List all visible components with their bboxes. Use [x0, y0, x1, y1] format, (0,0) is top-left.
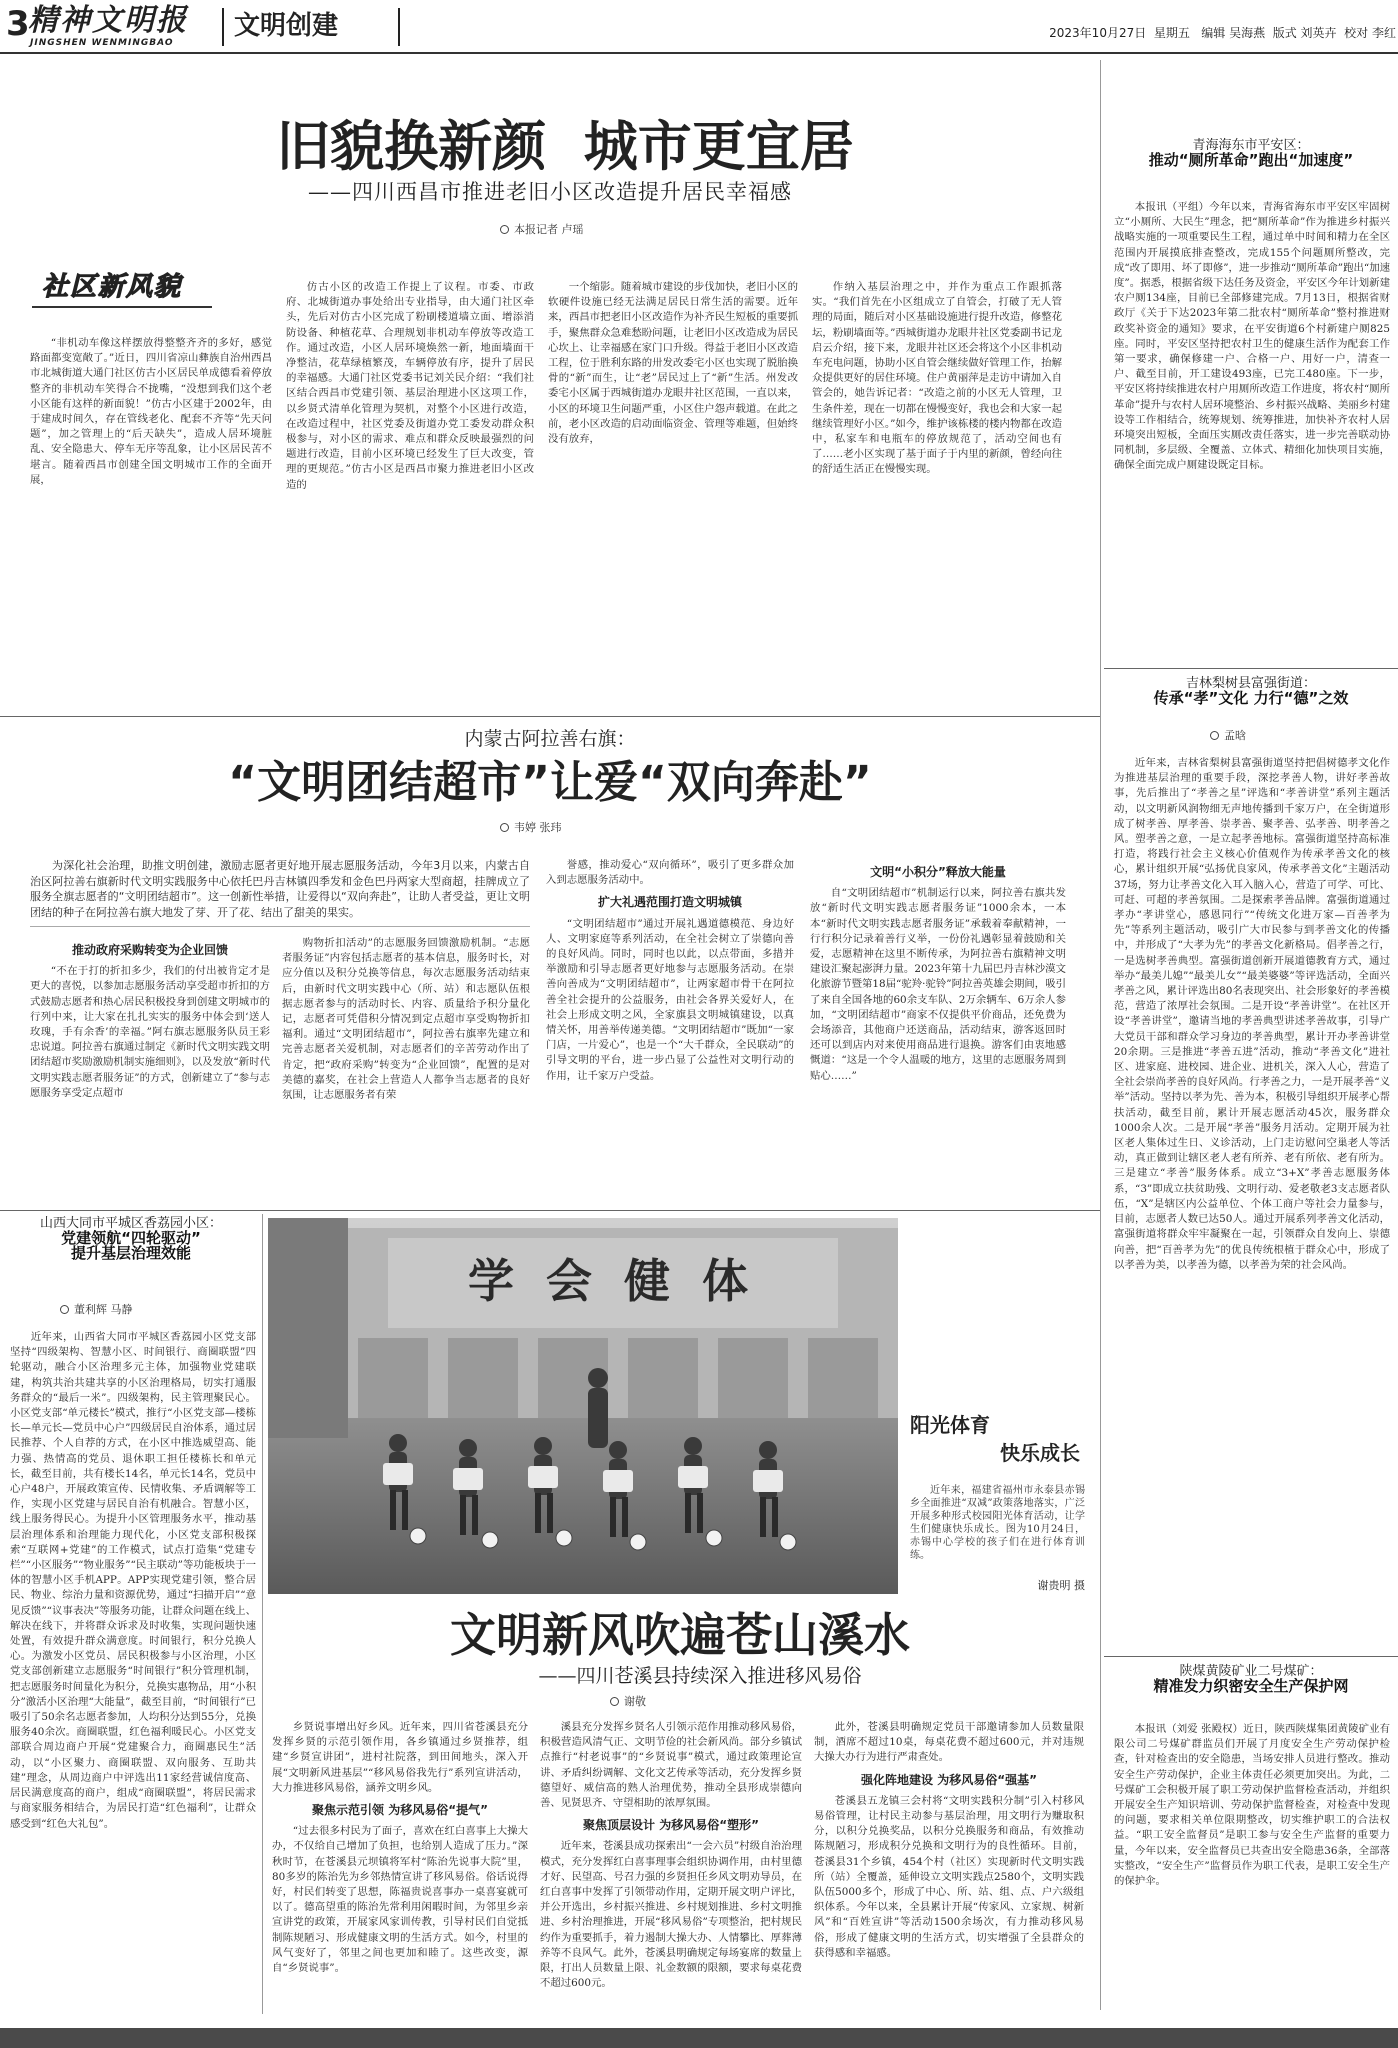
article3-para3: 此外，苍溪县明确规定党员干部邀请参加人员数量限制，酒席不超过10桌，每桌花费不超过600元，并对违规大操大办行为进行严肃查处。 [814, 1721, 1084, 1764]
article2-para4: 自“文明团结超市”机制运行以来，阿拉善右旗共发放“新时代文明实践志愿者服务证”1000余本，一本本“新时代文明实践志愿者服务证”承载着奉献精神，一行行积分记录着善行义举，一份份礼遇彰显着鼓励和关爱，志愿精神在这里不断传承，为阿拉善右旗精神文明建设汇聚起澎湃力量。2023年第十九届巴丹吉林沙漠文化旅游节暨第18届“驼羚·驼铃”阿拉善英雄会期间，吸引了来自全国各地的60余支车队、2万余辆车、6万余人参加，“文明团结超市”商家不仅提供平价商品，还免费为会场添音，其他商户还送商品，活动结束，游客返回时还可以到店内对来使用商品进行退换。游客们由衷地感慨道：“这是一个令人温暖的地方，这里的志愿服务周到贴心……” [810, 887, 1066, 1082]
article1-col2 [286, 280, 534, 708]
article2-subhead1: 推动政府采购转变为企业回馈 [71, 943, 228, 957]
article1-col4 [812, 280, 1062, 708]
masthead-logo: 精神文明报 [28, 3, 188, 38]
article3-title: 文明新风吹遍苍山溪水 [450, 1608, 910, 1662]
article3-subtitle: ——四川苍溪县持续深入推进移风易俗 [538, 1665, 862, 1687]
article2-bottom-rule [0, 1210, 1100, 1211]
side1-title: 推动“厕所革命”跑出“加速度” [1148, 151, 1354, 169]
column-tag [32, 268, 212, 308]
article3-col1 [272, 1720, 528, 2016]
article2-lead [30, 858, 530, 920]
article2-col3 [546, 858, 794, 1204]
side2-top-rule [1104, 668, 1398, 669]
article2-para1: “不在于打的折扣多少，我们的付出被肯定才是更大的喜悦，以参加志愿服务活动享受超市折扣的方式鼓励志愿者和热心居民积极投身到创建文明城市的行列中来，让大家在扎扎实实的服务中体会到‘送人玫瑰，手有余香’的幸福。”阿右旗志愿服务队员王彩忠说道。阿拉善右旗通过制定《新时代文明实践文明团结超市奖励激励机制实施细则》，以及发放“新时代文明实践志愿者服务证”的方式，创新建立了“参与志愿服务享受定点超市 [30, 965, 270, 1099]
article1-para3: 一个缩影。随着城市建设的步伐加快，老旧小区的软硬件设施已经无法满足居民日常生活的需要。近年来，西昌市把老旧小区改造作为补齐民生短板的重要抓手，聚焦群众急难愁盼问题，让老旧小区改造成为居民心坎上、让幸福感在家门口升级。得益于老旧小区改造工程，位于胜利东路的卅发改委宅小区也实现了脱胎换骨的“新”而生，让“老”居民过上了“新”生活。州发改委宅小区属于西城街道办龙眼井社区范围，一直以来，小区的环境卫生问题严重，小区住户怨声载道。在此之前，老小区改造的启动面临资金、管理等难题，但始终没有放弃， [548, 281, 798, 446]
article1-col3 [548, 280, 798, 708]
byline-text: 本报记者 卢瑶 [514, 223, 584, 236]
photo-banner-text: 学 会 健 体 [467, 1254, 749, 1308]
side3-title2: 提升基层治理效能 [70, 1244, 191, 1262]
side3-byline [60, 1302, 220, 1320]
side2-para: 近年来，吉林省梨树县富强街道坚持把倡树德孝文化作为推进基层治理的重要手段，深挖孝善人物，讲好孝善故事，先后推出了“孝善之星”评选和“孝善讲堂”系列主题活动，以文明新风润物细无声地传播到千家万户，在全街道形成了树孝善、厚孝善、崇孝善、聚孝善、弘孝善、明孝善之风。塑孝善之意，一是立起孝善地标。富强街道坚持高标准打造，将践行社会主义核心价值观作为传承孝善文化的核心，累计组织开展“弘扬优良家风，传承孝善文化”主题活动37场，努力让孝善文化入耳入脑入心，营造了可学、可比、可赶、可超的孝善氛围。二是探索孝善品牌。富强街道通过孝办“孝讲堂心，感恩同行”“传统文化进万家—百善孝为先”等系列主题活动，吸引广大市民参与到孝善文化的传播中，并形成了“大孝为先”的孝善文化新格局。倡孝善之行，一是选树孝善典型。富强街道创新开展道德教育方式，通过举办“最美儿媳”“最美儿女”“最美婆婆”等评选活动，全面兴孝善之风，累计评选出80名表现突出、社会形象好的孝善模范，营造了浓厚社会氛围。二是开设“孝善讲堂”。在社区开设“孝善讲堂”，邀请当地的孝善典型讲述孝善故事，引导广大党员干部和群众学习身边的孝善典型，累计开办孝善讲堂20余期。三是推进“孝善五进”活动，推动“孝善文化”进社区、进家庭、进校园、进企业、进机关，深入人心，营造了全社会崇尚孝善的良好风尚。行孝善之力，一是开展孝善“义举”活动。坚持以孝为先、善为本，积极引导组织开展孝心帮扶活动，截至目前，累计开展志愿活动45次，服务群众1000余人次。二是开展“孝善”服务月活动。定期开展为社区老人集体过生日、义诊活动，上门走访慰问空巢老人等活动，真正做到让辖区老人老有所养、老有所依、老有所为。三是建立“孝善”服务体系。成立“3+X”孝善志愿服务体系，“3”即成立扶贫助残、文明行动、爱老敬老3支志愿者队伍，“X”是辖区内公益单位、个体工商户等社会力量参与，目前，志愿者人数已达50人。通过开展系列孝善文化活动，富强街道将群众牢牢凝聚在一起，引领群众自发向上、崇德向善，把“百善孝为先”的优良传统根植于群众心中，形成了以孝善为美，以孝善为德，以孝善为荣的社会风尚。 [1114, 757, 1390, 1271]
side3-title: 党建领航“四轮驱动” [61, 1229, 201, 1247]
article1-byline [500, 222, 700, 240]
article2-kicker: 内蒙古阿拉善右旗： [464, 728, 636, 750]
article2-para3: “文明团结超市”通过开展礼遇道德模范、身边好人、文明家庭等系列活动，在全社会树立了崇德向善的良好风尚。同时，同时也以此，以点带面，多措并举激励和引导志愿者更好地参与志愿服务活动。在崇善向善成为“文明团结超市”，让两家超市骨干在阿拉善全社会提升的公益服务，由社会各界关爱好人，在社会上形成文明之风，全家旗县文明城镇建设，以真情关怀，用善举传递美德。“文明团结超市”既加“一家门店，一片爱心”，也是一个“大千群众，全民联动”的引导文明的平台，进一步凸显了公益性对文明行动的作用，让千家万户受益。 [546, 917, 794, 1082]
article3-subhead3: 强化阵地建设 为移风易俗“强基” [861, 1772, 1037, 1787]
photo-caption-title2: 快乐成长 [1000, 1441, 1080, 1465]
header-divider-2 [398, 8, 400, 46]
side4-kicker: 陕煤黄陵矿业二号煤矿： [1179, 1664, 1323, 1679]
byline-bullet-icon [500, 225, 509, 234]
side4-title: 精准发力织密安全生产保护网 [1153, 1677, 1349, 1695]
article2-title: “文明团结超市”让爱“双向奔赴” [228, 757, 872, 808]
right-column-divider [1100, 60, 1101, 2010]
side3-divider [262, 1214, 263, 2014]
side4-body [1114, 1722, 1390, 2016]
side1-para: 本报讯（平组）今年以来，青海省海东市平安区牢固树立“小厕所、大民生”理念，把“厕所革命”作为推进乡村振兴战略实施的一项重要民生工程，通过单中时间和精力在全区范围内开展摸底排查整改，完成155个问题厕所整改，完成“改了即用、坏了即修”，进一步推动“厕所革命”跑出“加速度”。据悉，根据省级下达任务及资金，平安区今年计划新建农户厕134座，目前已全部修建完成。7月13日，根据省财政厅《关于下达2023年第二批农村“厕所革命”整村推进财政奖补资金的通知》要求，在平安街道6个村新建户厕825座。同时，平安区坚持把农村卫生的健康生活作为配套工作第一要求，确保修建一户、合格一户、用好一户，清查一户、截至目前，开工建设493座，已完工480座。下一步，平安区将持续推进农村户用厕所改造工作进度，将农村“厕所革命”提升与农村人居环境整治、乡村振兴战略、美丽乡村建设等工作相结合，统筹规划、统筹推进，加快补齐农村人居环境突出短板，全面压实厕改责任落实，进一步完善联动协同机制，多层级、全覆盖、立体式、精细化加快项目实施，确保全面完成户厕建设既定目标。 [1114, 201, 1390, 472]
byline-text: 韦婷 张玮 [514, 821, 562, 834]
article1-para1: “非机动车像这样摆放得整整齐齐的多好，感觉路面都变宽敞了。”近日，四川省凉山彝族自治州西昌市北城街道大通门社区仿古小区居民单成德看着停放整齐的非机动车笑得合不拢嘴，“没想到我们这个老小区能有这样的新面貌！”仿古小区建于2002年，由于建成时间久，存在管线老化、配套不齐等“先天问题”，加之管理上的“后天缺失”，造成人居环境脏乱、安全隐患大、停车无序等乱象，让小区居民苦不堪言。随着西昌市创建全国文明城市工作的全面开展， [30, 337, 272, 486]
article2-col4 [810, 858, 1066, 1204]
side2-body [1114, 756, 1390, 1648]
page-number: 3 [6, 4, 30, 44]
header-divider [222, 8, 224, 46]
photo-sports [268, 1218, 898, 1594]
byline-text: 孟晗 [1224, 729, 1246, 742]
article1-para2: 仿古小区的改造工作提上了议程。市委、市政府、北城街道办事处给出专业指导，由大通门社区牵头，先后对仿古小区完成了粉刷楼道墙立面、增添消防设备、种植花草、合理规划非机动车停放等改造工作。通过改造，小区人居环境焕然一新，地面墙面干净整洁，花草绿植繁茂，车辆停放有序，提升了居民的幸福感。大通门社区党委书记刘关民介绍：“我们社区结合西昌市党建引领、基层治理进小区这项工作，以乡贤式清单化管理为契机，对整个小区进行改造，在改造过程中，社区党委及街道办党工委发动群众积极参与，对小区的需求、难点和群众反映最强烈的问题进行改造，目前小区环境已经发生了巨大改变，管理的更规范。”仿古小区是西昌市聚力推进老旧小区改造的 [286, 281, 534, 491]
byline-bullet-icon [610, 1697, 619, 1706]
article1-subtitle: ——四川西昌市推进老旧小区改造提升居民幸福感 [308, 180, 792, 204]
side2-byline [1210, 728, 1330, 746]
photo-credit: 谢贵明 摄 [1037, 1579, 1085, 1592]
article3-para3b: 苍溪县五龙镇三会村将“文明实践积分制”引入村移风易俗管理，让村民主动参与基层治理，用文明行为赚取积分，以积分兑换奖品，以积分兑换服务和商品，有效推动陈规陋习，形成积分兑换和文明行为的良性循环。目前，苍溪县31个乡镇，454个村（社区）实现新时代文明实践所（站）全覆盖，延伸设立文明实践点2580个，文明实践队伍5000多个，形成了中心、所、站、组、点、户六级组织体系。今年以来，全县累计开展“传家风、立家规、树新风”和“百姓宣讲”等活动1500余场次，有力推动移风易俗，形成了健康文明的生活方式，切实增强了全县群众的获得感和幸福感。 [814, 1794, 1084, 1959]
article3-subhead2: 聚焦顶层设计 为移风易俗“塑形” [583, 1818, 759, 1833]
header-rule [0, 52, 1398, 54]
side4-top-rule [1104, 1656, 1398, 1657]
article3-subhead1: 聚焦示范引领 为移风易俗“提气” [312, 1803, 488, 1818]
footer-bar [0, 2028, 1398, 2048]
byline-bullet-icon [500, 823, 509, 832]
photo-caption-title1: 阳光体育 [910, 1413, 990, 1437]
article1-para4: 作纳入基层治理之中，并作为重点工作跟抓落实。“我们首先在小区组成立了自管会，打破了无人管理的局面，随后对小区基础设施进行提升改造，修整花坛，粉刷墙面等。”西城街道办龙眼井社区党委副书记龙启云介绍，接下来，龙眼井社区还会将这个小区非机动车充电问题，协助小区自管会继续做好管理工作，抬解众提供更好的居住环境。住户黄丽萍是走访中请加入自管会的，她告诉记者：“改造之前的小区无人管理，卫生条件差，现在一切都在慢慢变好，我也会和大家一起继续管理好小区。”如今，维护该栋楼的楼内物都在改造中，私家车和电瓶车的停放规范了，活动空间也有了……老小区实现了基于面子于内里的新颜，曾经向往的舒适生活正在慢慢实现。 [812, 281, 1062, 476]
issue-info: 2023年10月27日 星期五 编辑 吴海燕 版式 刘英卉 校对 李红 [1049, 26, 1396, 40]
article3-para1: 乡贤说事增出好乡风。近年来，四川省苍溪县充分发挥乡贤的示范引领作用，各乡镇通过乡贤推荐，组建“乡贤宣讲团”，进村社院落，到田间地头，深入开展“文明新风进基层”“移风易俗我先行”系列宣讲活动，大力推进移风易俗，涵养文明乡风。 [272, 1721, 528, 1794]
article2-para2: 购物折扣活动”的志愿服务回馈激励机制。“志愿者服务证”内容包括志愿者的基本信息，服务时长，对应分值以及积分兑换等信息，每次志愿服务活动结束后，由新时代文明实践中心（所、站）和志愿队伍根据志愿者参与的活动时长、内容、质量给予积分量化记，志愿者可凭借积分情况到定点超市享受购物折扣福利。通过“文明团结超市”，阿拉善右旗率先建立和完善志愿者关爱机制，对志愿者们的辛苦劳动作出了肯定，把“政府采购”转变为“企业回馈”，配置的是对美德的嘉奖，在社会上营造人人都争当志愿者的良好氛围，让志愿服务者有荣 [282, 937, 530, 1102]
article2-col1 [30, 936, 270, 1204]
article1-bottom-rule [0, 716, 1100, 717]
column-tag-text: 社区新风貌 [42, 272, 183, 302]
byline-bullet-icon [1210, 731, 1219, 740]
lead-rule [30, 926, 530, 927]
byline-bullet-icon [60, 1305, 69, 1314]
side1-head [1110, 138, 1392, 184]
article3-para2: 溪县充分发挥乡贤名人引领示范作用推动移风易俗，积极营造风清气正、文明节俭的社会新风尚。部分乡镇试点推行“村老说事”的“乡贤说事”模式，通过政策理论宣讲、矛盾纠纷调解、文化文艺传承等活动，充分发挥乡贤德望好、威信高的熟人治理优势，推动全县形成崇德向善、见贤思齐、守望相助的浓厚氛围。 [540, 1721, 802, 1810]
photo-caption-text [910, 1484, 1085, 1576]
article3-para1b: “过去很多村民为了面子，喜欢在红白喜事上大操大办，不仅给自己增加了负担，也给别人造成了压力。”深秋时节，在苍溪县元坝镇将军村“陈治先说事大院”里，80多岁的陈治先为乡邻热情宣讲了移风易俗。俗话说得好，村民们转变了思想，陈福贵说喜事办一桌喜宴就可以了。德高望重的陈治先常利用闲暇时间，为邻里乡亲宣讲党的政策，开展家风家训传教，引导村民们自觉抵制陈规陋习、形成健康文明的生活方式。如今，村里的风气变好了，邻里之间也更加和睦了。这些改变，源自“乡贤说事”。 [272, 1825, 528, 1975]
article2-subhead2: 扩大礼遇范围打造文明城镇 [597, 895, 742, 910]
article3-para2b: 近年来，苍溪县成功探索出“一会六员”村级自治治理模式，充分发挥红白喜事理事会组织协调作用，由村里德才好、民望高、号召力强的乡贤担任乡风文明劝导员，在红白喜事中发挥了引领带动作用，定期开展文明户评比，并公开选出，乡村振兴推进、乡村规划推进、乡村文明推进、乡村治理推进，开展“移风易俗”专项整治，把村规民约作为重要抓手，着力遏制大操大办、人情攀比、厚葬薄养等不良风气。此外，苍溪县明确规定每场宴席的数量上限，打出人员数量上限、礼金数额的限额，要求每桌花费不超过600元。 [540, 1840, 802, 1990]
photo-caption-para: 近年来，福建省福州市永泰县赤锡乡全面推进“双减”政策落地落实，广泛开展多种形式校园阳光体育活动，让学生们健康快乐成长。图为10月24日，赤锡中心学校的孩子们在进行体育训练。 [910, 1485, 1085, 1561]
byline-text: 董利辉 马静 [74, 1303, 133, 1316]
section-title: 文明创建 [234, 11, 339, 41]
side2-title: 传承“孝”文化 力行“德”之效 [1153, 689, 1349, 707]
side4-head [1110, 1664, 1392, 1712]
masthead-logo-pinyin: JINGSHEN WENMINGBAO [30, 38, 174, 48]
side2-head [1110, 676, 1392, 724]
article1-title: 旧貌换新颜 城市更宜居 [276, 115, 854, 178]
article2-lead2-para: 誉感，推动爱心“双向循环”，吸引了更多群众加入到志愿服务活动中。 [546, 859, 794, 887]
side1-body [1114, 200, 1390, 670]
article3-byline [610, 1694, 730, 1712]
article3-col2 [540, 1720, 802, 2016]
article3-col3 [814, 1720, 1084, 2016]
side3-para: 近年来，山西省大同市平城区香荔园小区党支部坚持“四级架构、智慧小区、时间银行、商圈联盟”四轮驱动，融合小区治理多元主体，加强物业党建联建，构筑共治共建共享的小区治理格局，切实打通服务群众的“最后一米”。四级架构，民主管理聚民心。小区党支部“单元楼长”模式，推行“小区党支部—楼栋长—单元长—党员中心户”四级居民自治体系，通过居民推荐、个人自荐的方式，在小区中推选威望高、能力强、热情高的党员、退休职工担任楼栋长和单元长，截至目前，共有楼长14名，单元长14名，党员中心户48户，开展政策宣传、民情收集、矛盾调解等工作，实现小区党建与居民自治有机融合。智慧小区，线上服务得民心。为提升小区管理服务水平，推动基层治理体系和治理能力现代化，小区党支部积极探索“互联网+党建”的工作模式，试点打造集“党建专栏”“小区服务”“物业服务”“民主联动”等功能板块于一体的智慧小区手机APP。APP实现党建引领，整合居民、物业、综治力量和资源优势，通过“扫描开启”“意见反馈”“议事表决”等服务功能，让群众问题在线上、解决在线下，并将群众诉求及时收集，实现问题快速处置，有效提升群众满意度。时间银行，积分兑换人心。为激发小区党员、居民积极参与小区治理，小区党支部创新建立志愿服务“时间银行”积分管理机制，把志愿服务时间量化为积分，兑换实惠物品，用“小积分”激活小区治理“大能量”，截至目前，“时间银行”已吸引了50余名志愿者参加，人均积分达到55分，兑换服务40余次。商圈联盟，红色福利暖民心。小区党支部联合周边商户开展“党建聚合力，商圈惠民生”活动，以“小区聚力、商圈联盟、双向服务、互助共建”理念，从周边商户中评选出11家经营诚信度高、居民满意度高的商户，组成“商圈联盟”，将居民需求与商家服务相结合，为居民打造“红色福利”，让群众感受到“红色大礼包”。 [10, 1331, 256, 1830]
article2-lead-para: 为深化社会治理，助推文明创建，激励志愿者更好地开展志愿服务活动，今年3月以来，内蒙古自治区阿拉善右旗新时代文明实践服务中心依托巴丹吉林镇四季发和金色巴丹两家大型商超，挂牌成立了服务全旗志愿者的“文明团结超市”。这一创新性举措，让爱得以“双向奔赴”，让助人者受益，更让文明团结的种子在阿拉善右旗大地发了芽、开了花、结出了甜美的果实。 [30, 859, 530, 919]
side3-head [6, 1216, 256, 1296]
article2-col2 [282, 936, 530, 1204]
article2-byline [500, 820, 700, 838]
side3-kicker: 山西大同市平城区香荔园小区： [39, 1216, 222, 1231]
side3-body [10, 1330, 256, 2016]
side2-kicker: 吉林梨树县富强街道： [1185, 676, 1316, 691]
side4-para: 本报讯（刘爱 张殿权）近日，陕西陕煤集团黄陵矿业有限公司二号煤矿群监员们开展了月度安全生产劳动保护检查，针对检查出的安全隐患，当场安排人员进行整改。推动安全生产劳动保护，企业主体责任必须更加突出。为此，二号煤矿工会积极开展了职工劳动保护监督检查活动，并组织开展安全生产知识培训、劳动保护监督检查，对检查中发现的问题，要求相关单位限期整改，切实维护职工的合法权益。“职工安全监督员”是职工参与安全生产监督的重要力量，今年以来，安全监督员已共查出安全隐患36条，全部落实整改，“安全生产”监督员作为职工代表，是职工安全生产的保护伞。 [1114, 1723, 1390, 1888]
article2-subhead3: 文明“小积分”释放大能量 [870, 865, 1006, 879]
side1-kicker: 青海海东市平安区： [1192, 138, 1310, 153]
byline-text: 谢敬 [624, 1695, 646, 1708]
article1-col1 [30, 336, 272, 708]
